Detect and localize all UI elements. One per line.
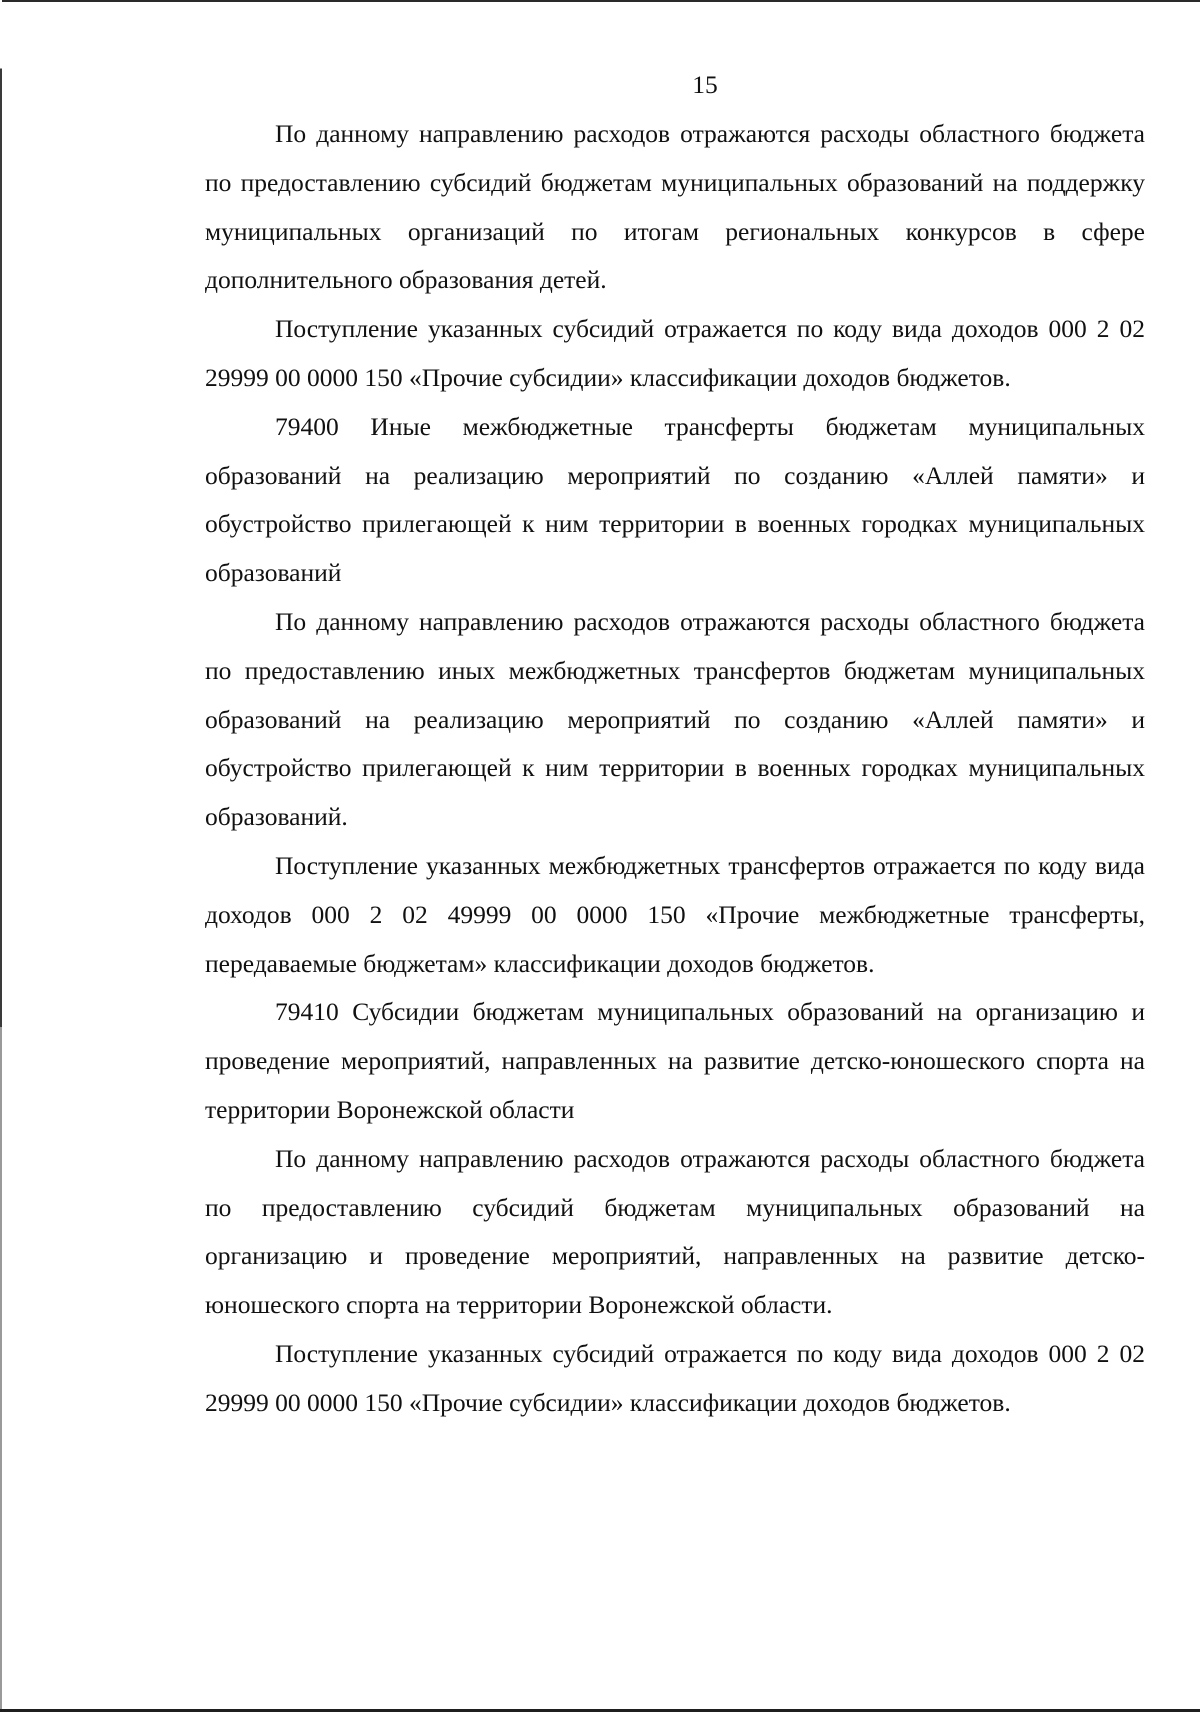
paragraph-3-heading-79400: 79400 Иные межбюджетные трансферты бюджетам муниципальных образований на реализацию мероприятий по созданию «Аллей памяти» и обустройство прилегающей к ним территории в военных городках муниципальных образований [205,411,1145,588]
paragraph-8: Поступление указанных субсидий отражается по коду вида доходов 000 2 02 29999 00 0000 150 «Прочие субсидии» классификации доходов бюджетов. [205,1338,1145,1417]
document-page [205,60,1145,1428]
scan-border-left [0,0,2,1712]
paragraph-1: По данному направлению расходов отражаются расходы областного бюджета по предоставлению субсидий бюджетам муниципальных образований на поддержку муниципальных организаций по итогам региональных конкурсов в сфере дополнительного образования детей. [205,119,1145,295]
paragraph-5: Поступление указанных межбюджетных трансфертов отражается по коду вида доходов 000 2 02 49999 00 0000 150 «Прочие межбюджетные трансферты, передаваемые бюджетам» классификации доходов бюджетов. [205,850,1145,978]
paragraph-2: Поступление указанных субсидий отражается по коду вида доходов 000 2 02 29999 00 0000 150 «Прочие субсидии» классификации доходов бюджетов. [205,314,1145,392]
paragraph-6-heading-79410: 79410 Субсидии бюджетам муниципальных образований на организацию и проведение мероприятий, направленных на развитие детско-юношеского спорта на территории Воронежской области [205,997,1145,1124]
paragraph-4: По данному направлению расходов отражаются расходы областного бюджета по предоставлению иных межбюджетных трансфертов бюджетам муниципальных образований на реализацию мероприятий по созданию «Аллей памяти» и обустройство прилегающей к ним территории в военных городках муниципальных образований. [205,606,1145,832]
scan-border-top [0,0,1200,2]
paragraph-7: По данному направлению расходов отражаются расходы областного бюджета по предоставлению субсидий бюджетам муниципальных образований на организацию и проведение мероприятий, направленных на развитие детско-юношеского спорта на территории Воронежской области. [205,1143,1145,1320]
page-number: 15 [692,70,718,99]
